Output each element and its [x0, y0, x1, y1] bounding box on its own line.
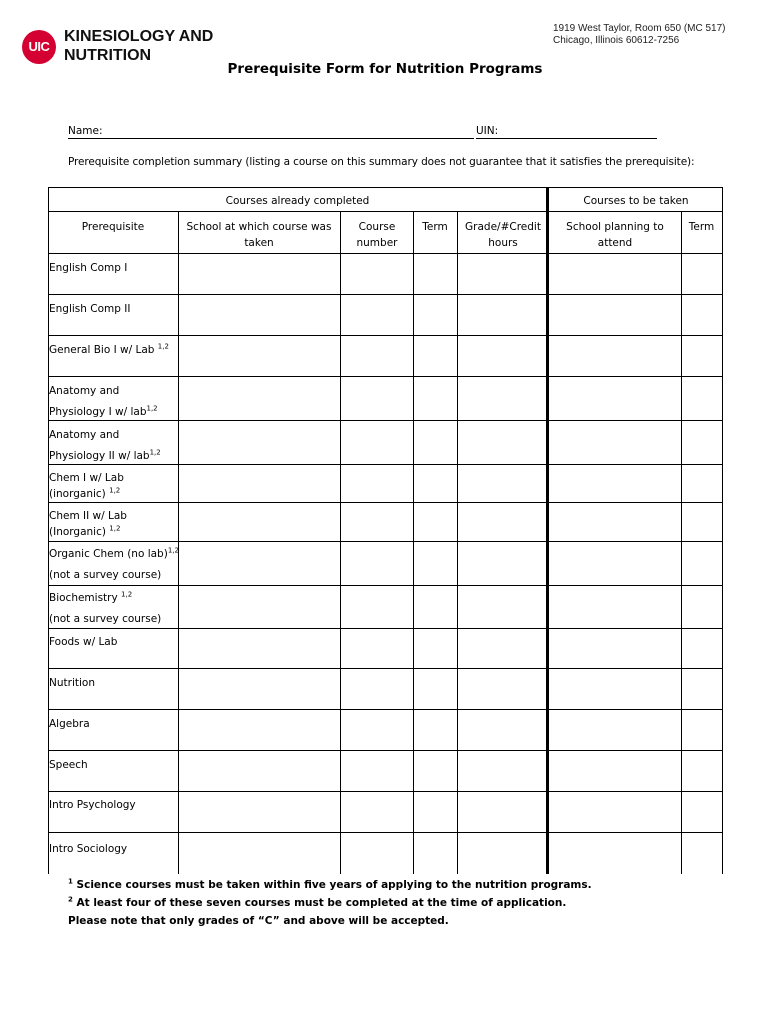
address-line-2: Chicago, Illinois 60612-7256: [553, 35, 680, 46]
dept-line-1: KINESIOLOGY AND: [64, 28, 214, 45]
row-label: Organic Chem (no lab)$^{1,2}$: [49, 546, 179, 560]
uin-field[interactable]: [476, 138, 657, 139]
row-label: Chem II w/ Lab: [49, 510, 127, 522]
row-label: Biochemistry $^{1,2}$: [49, 590, 133, 604]
row-label: Algebra: [49, 718, 90, 730]
footnotes: [68, 876, 592, 930]
row-label-line2: Physiology II w/ lab$^{1,2}$: [49, 448, 161, 462]
col-grade-credit: Grade/#Credit hours: [465, 221, 541, 249]
row-label: Anatomy and: [49, 385, 120, 397]
row-label: Nutrition: [49, 677, 95, 689]
col-course-number: Course number: [356, 221, 398, 249]
row-label: Anatomy and: [49, 429, 120, 441]
col-prerequisite: Prerequisite: [81, 221, 145, 233]
row-label: Intro Sociology: [49, 843, 128, 855]
name-label: Name:: [68, 125, 103, 137]
col-school: School at which course was taken: [186, 221, 332, 249]
grade-note: Please note that only grades of “C” and above will be accepted.: [68, 915, 449, 927]
row-label-line2: (Inorganic) $^{1,2}$: [49, 524, 121, 538]
header-courses-to-take: Courses to be taken: [583, 195, 689, 207]
col-school-planning: School planning to attend: [566, 221, 664, 249]
row-label: Chem I w/ Lab: [49, 472, 124, 484]
row-label: Speech: [49, 759, 88, 771]
row-label: Intro Psychology: [49, 799, 136, 811]
row-label: English Comp II: [49, 303, 131, 315]
col-term: Term: [422, 221, 448, 233]
footnote-1: $^1$ Science courses must be taken within five years of applying to the nutrition programs.: [68, 877, 592, 891]
dept-line-2: NUTRITION: [64, 47, 152, 64]
row-label: English Comp I: [49, 262, 128, 274]
header-courses-completed: Courses already completed: [225, 195, 370, 207]
row-label-line2: Physiology I w/ lab$^{1,2}$: [49, 404, 158, 418]
name-field[interactable]: [68, 138, 474, 139]
uin-label: UIN:: [476, 125, 499, 137]
col-term-2: Term: [688, 221, 715, 233]
row-label: General Bio I w/ Lab $^{1,2}$: [49, 342, 169, 356]
row-label: Foods w/ Lab: [49, 636, 118, 648]
row-label-line2: (not a survey course): [49, 569, 162, 581]
footnote-2: $^2$ At least four of these seven courses must be completed at the time of application.: [68, 895, 567, 909]
uic-badge: UIC: [22, 30, 56, 64]
summary-text: Prerequisite completion summary (listing a course on this summary does not guarantee that it satisfies the prerequisite):: [68, 156, 695, 168]
form-title: Prerequisite Form for Nutrition Programs: [227, 61, 543, 77]
row-label-line2: (not a survey course): [49, 613, 162, 625]
department-name: [64, 27, 264, 65]
address-block: [553, 23, 726, 47]
address-line-1: 1919 West Taylor, Room 650 (MC 517): [553, 23, 726, 34]
row-label-line2: (inorganic) $^{1,2}$: [49, 486, 121, 500]
